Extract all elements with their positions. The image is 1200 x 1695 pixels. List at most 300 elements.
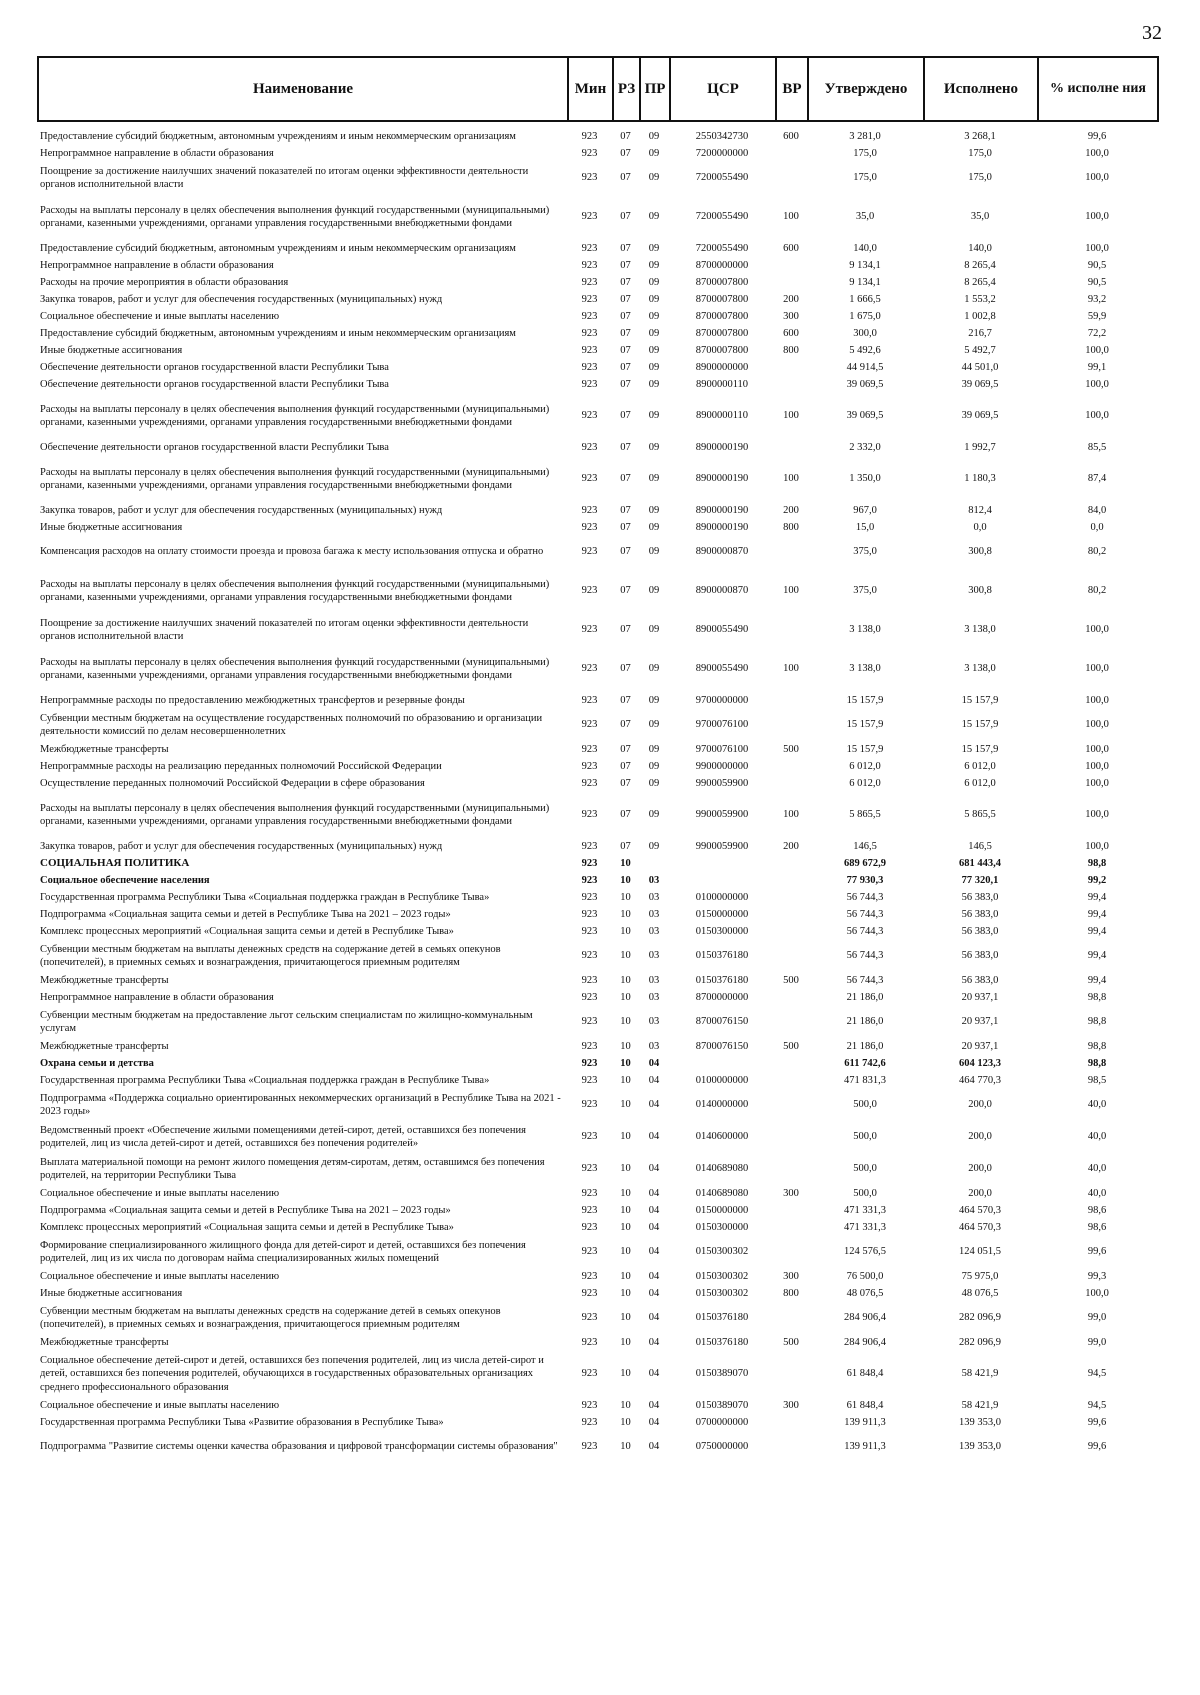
row-rz: 07 (620, 473, 631, 485)
row-csr: 0140600000 (695, 1131, 749, 1143)
row-percent: 99,4 (1087, 950, 1107, 962)
row-min: 923 (581, 259, 598, 271)
row-pr: 03 (648, 874, 660, 886)
row-executed: 15 157,9 (961, 694, 999, 706)
row-approved: 15 157,9 (846, 719, 884, 731)
row-vr: 500 (783, 1336, 799, 1348)
table-row (37, 274, 1157, 291)
row-rz: 07 (620, 242, 631, 254)
row-pr: 04 (648, 1057, 660, 1069)
row-name: Расходы на выплаты персоналу в целях обеспечения выполнения функций государственными (муниципальными) органами, казенными учреждениями, органами управления государственными внебюджетными фондами (40, 656, 550, 681)
row-pr: 09 (648, 504, 660, 516)
row-percent: 98,6 (1087, 1204, 1107, 1216)
row-vr: 100 (783, 809, 799, 821)
table-row (37, 1414, 1157, 1431)
row-rz: 07 (620, 624, 631, 636)
row-csr: 0140689080 (695, 1163, 749, 1175)
row-csr: 8700007800 (695, 327, 749, 339)
row-name: Субвенции местным бюджетам на выплаты денежных средств на содержание детей в семьях опекунов (попечителей), в приемных семьях и вознаграждения, причитающегося приемным родителям (40, 1305, 501, 1330)
row-csr: 9900059900 (695, 840, 749, 852)
row-vr (775, 1219, 807, 1236)
row-approved: 56 744,3 (846, 891, 884, 903)
row-percent: 98,8 (1087, 857, 1107, 869)
row-approved: 140,0 (853, 242, 877, 254)
row-csr: 8700076150 (695, 1016, 749, 1028)
row-vr: 800 (783, 521, 799, 533)
row-name: Субвенции местным бюджетам на осуществление государственных полномочий по образованию и организации деятельности комиссий по делам несовершеннолетних (40, 712, 543, 737)
row-approved: 76 500,0 (846, 1270, 884, 1282)
row-pr: 09 (648, 777, 660, 789)
row-min: 923 (581, 991, 598, 1003)
row-csr: 7200055490 (695, 172, 749, 184)
row-rz: 07 (620, 521, 631, 533)
header-row (38, 57, 1158, 121)
row-percent: 40,0 (1087, 1187, 1107, 1199)
table-row (37, 1285, 1157, 1302)
row-executed: 139 353,0 (959, 1416, 1001, 1428)
row-pr: 09 (648, 719, 660, 731)
row-name: Выплата материальной помощи на ремонт жилого помещения детям-сиротам, детям, оставшимся без попечения родителей, на территории Республики Тыва (40, 1156, 545, 1181)
row-name: Социальное обеспечение населения (40, 874, 210, 886)
row-min: 923 (581, 624, 598, 636)
table-row (37, 855, 1157, 872)
row-percent: 99,6 (1087, 130, 1107, 142)
row-approved: 611 742,6 (844, 1057, 886, 1069)
row-approved: 471 331,3 (844, 1221, 886, 1233)
table-row (37, 308, 1157, 325)
row-executed: 464 770,3 (959, 1074, 1001, 1086)
row-name: Предоставление субсидий бюджетным, автономным учреждениям и иным некоммерческим организациям (40, 130, 516, 142)
table-header (37, 56, 1159, 122)
row-csr: 8900000190 (695, 521, 749, 533)
row-approved: 44 914,5 (846, 361, 884, 373)
row-executed: 6 012,0 (964, 777, 996, 789)
row-name: Обеспечение деятельности органов государственной власти Республики Тыва (40, 378, 389, 390)
row-min: 923 (581, 521, 598, 533)
row-vr (775, 1202, 807, 1219)
row-pr: 03 (648, 925, 660, 937)
row-pr: 04 (648, 1187, 660, 1199)
table-row (37, 889, 1157, 906)
row-pr: 09 (648, 521, 660, 533)
row-pr: 09 (648, 327, 660, 339)
row-rz: 07 (620, 310, 631, 322)
row-name: Осуществление переданных полномочий Российской Федерации в сфере образования (40, 777, 425, 789)
row-executed: 175,0 (968, 172, 992, 184)
row-min: 923 (581, 293, 598, 305)
row-pr: 09 (648, 259, 660, 271)
row-executed: 1 002,8 (964, 310, 996, 322)
row-approved: 5 865,5 (849, 809, 881, 821)
row-approved: 9 134,1 (849, 259, 881, 271)
table-row (37, 1202, 1157, 1219)
row-name: Подпрограмма «Социальная защита семьи и детей в Республике Тыва на 2021 – 2023 годы» (40, 908, 451, 920)
row-name: Межбюджетные трансферты (40, 1040, 169, 1052)
row-name: Расходы на выплаты персоналу в целях обеспечения выполнения функций государственными (муниципальными) органами, казенными учреждениями, органами управления государственными внебюджетными фондами (40, 578, 550, 603)
row-percent: 100,0 (1085, 344, 1109, 356)
row-vr (775, 536, 807, 568)
table-row (37, 972, 1157, 989)
row-pr: 04 (648, 1399, 660, 1411)
row-approved: 35,0 (855, 211, 875, 223)
row-csr: 8700007800 (695, 276, 749, 288)
row-executed: 1 180,3 (964, 473, 996, 485)
row-approved: 500,0 (853, 1187, 877, 1199)
table-row (37, 439, 1157, 456)
row-name: Иные бюджетные ассигнования (40, 521, 183, 533)
row-csr: 9700076100 (695, 743, 749, 755)
row-min: 923 (581, 950, 598, 962)
row-executed: 282 096,9 (959, 1336, 1001, 1348)
row-vr: 100 (783, 473, 799, 485)
row-approved: 5 492,6 (849, 344, 881, 356)
row-approved: 471 331,3 (844, 1204, 886, 1216)
row-rz: 10 (620, 891, 631, 903)
header-rz: РЗ (613, 57, 640, 121)
row-csr: 9900059900 (695, 809, 749, 821)
row-approved: 3 138,0 (849, 663, 881, 675)
row-csr: 0150376180 (695, 950, 749, 962)
row-csr (669, 855, 775, 872)
row-rz: 10 (620, 1221, 631, 1233)
row-approved: 48 076,5 (846, 1287, 884, 1299)
row-name: Обеспечение деятельности органов государственной власти Республики Тыва (40, 361, 389, 373)
row-executed: 44 501,0 (961, 361, 999, 373)
row-rz: 10 (620, 1057, 631, 1069)
row-min: 923 (581, 1221, 598, 1233)
row-min: 923 (581, 242, 598, 254)
row-vr: 600 (783, 327, 799, 339)
row-executed: 604 123,3 (959, 1057, 1001, 1069)
row-percent: 100,0 (1085, 663, 1109, 675)
row-percent: 0,0 (1090, 521, 1104, 533)
row-name: Межбюджетные трансферты (40, 1336, 169, 1348)
row-vr (775, 989, 807, 1006)
row-csr: 0700000000 (695, 1416, 749, 1428)
row-name: Непрограммное направление в области образования (40, 259, 274, 271)
row-pr: 03 (648, 908, 660, 920)
row-executed: 200,0 (968, 1099, 992, 1111)
row-vr (775, 709, 807, 741)
row-executed: 3 138,0 (964, 624, 996, 636)
table-row (37, 359, 1157, 376)
row-approved: 175,0 (853, 147, 877, 159)
row-vr (775, 855, 807, 872)
row-executed: 175,0 (968, 147, 992, 159)
table-row (37, 741, 1157, 758)
row-min: 923 (581, 410, 598, 422)
row-approved: 61 848,4 (846, 1399, 884, 1411)
row-vr (775, 1236, 807, 1268)
row-name: Подпрограмма «Поддержка социально ориентированных некоммерческих организаций в Республике Тыва на 2021 - 2023 годы» (40, 1092, 561, 1117)
row-vr: 600 (783, 242, 799, 254)
row-rz: 07 (620, 378, 631, 390)
row-name: Расходы на выплаты персоналу в целях обеспечения выполнения функций государственными (муниципальными) органами, казенными учреждениями, органами управления государственными внебюджетными фондами (40, 802, 550, 827)
row-rz: 10 (620, 1246, 631, 1258)
row-percent: 100,0 (1085, 147, 1109, 159)
row-approved: 21 186,0 (846, 991, 884, 1003)
row-executed: 8 265,4 (964, 276, 996, 288)
row-rz: 07 (620, 147, 631, 159)
table-row (37, 775, 1157, 792)
row-min: 923 (581, 310, 598, 322)
row-name: Иные бюджетные ассигнования (40, 1287, 183, 1299)
row-percent: 80,2 (1087, 546, 1107, 558)
row-executed: 6 012,0 (964, 760, 996, 772)
row-percent: 98,8 (1087, 1057, 1107, 1069)
row-name: Социальное обеспечение детей-сирот и детей, оставшихся без попечения родителей, лиц из числа детей-сирот и детей, оставшихся без попечения родителей, обучающихся в государственных образовательных организациях среднего профессионального образования (40, 1354, 544, 1393)
row-rz: 10 (620, 1312, 631, 1324)
row-name: Ведомственный проект «Обеспечение жилыми помещениями детей-сирот, детей, оставшихся без попечения родителей, лиц из числа детей-сирот и детей, оставшихся без попечения родителей» (40, 1124, 526, 1149)
row-approved: 1 350,0 (849, 473, 881, 485)
row-percent: 99,0 (1087, 1312, 1107, 1324)
table-row (37, 940, 1157, 972)
row-rz: 07 (620, 694, 631, 706)
row-min: 923 (581, 840, 598, 852)
row-min: 923 (581, 327, 598, 339)
row-pr: 04 (648, 1270, 660, 1282)
row-name: Обеспечение деятельности органов государственной власти Республики Тыва (40, 441, 389, 453)
row-min: 923 (581, 908, 598, 920)
table-row (37, 838, 1157, 855)
row-approved: 139 911,3 (844, 1441, 886, 1453)
row-approved: 284 906,4 (844, 1312, 886, 1324)
row-name: Социальное обеспечение и иные выплаты населению (40, 1270, 280, 1282)
row-approved: 15,0 (855, 521, 875, 533)
row-name: Непрограммные расходы на реализацию переданных полномочий Российской Федерации (40, 760, 442, 772)
row-csr: 8900055490 (695, 663, 749, 675)
row-vr: 600 (783, 130, 799, 142)
row-executed: 200,0 (968, 1131, 992, 1143)
row-vr (775, 923, 807, 940)
row-csr: 9700076100 (695, 719, 749, 731)
row-percent: 99,2 (1087, 874, 1107, 886)
row-vr (775, 274, 807, 291)
row-name: Расходы на выплаты персоналу в целях обеспечения выполнения функций государственными (муниципальными) органами, казенными учреждениями, органами управления государственными внебюджетными фондами (40, 204, 550, 229)
row-pr: 09 (648, 809, 660, 821)
row-approved: 77 930,3 (846, 874, 884, 886)
table-row (37, 1334, 1157, 1351)
row-percent: 100,0 (1085, 694, 1109, 706)
row-approved: 1 675,0 (849, 310, 881, 322)
row-pr: 04 (648, 1221, 660, 1233)
row-vr (775, 1414, 807, 1431)
row-name: Непрограммные расходы по предоставлению межбюджетных трансфертов и резервные фонды (40, 694, 465, 706)
row-executed: 3 138,0 (964, 663, 996, 675)
table-row (37, 1302, 1157, 1334)
row-approved: 61 848,4 (846, 1368, 884, 1380)
row-vr: 500 (783, 1040, 799, 1052)
row-name: Комплекс процессных мероприятий «Социальная защита семьи и детей в Республике Тыва» (40, 1221, 454, 1233)
row-pr: 09 (648, 172, 660, 184)
row-vr: 300 (783, 1270, 799, 1282)
row-approved: 2 332,0 (849, 441, 881, 453)
row-min: 923 (581, 1074, 598, 1086)
row-min: 923 (581, 211, 598, 223)
row-percent: 100,0 (1085, 1287, 1109, 1299)
row-approved: 39 069,5 (846, 410, 884, 422)
row-name: Предоставление субсидий бюджетным, автономным учреждениям и иным некоммерческим организациям (40, 242, 516, 254)
row-min: 923 (581, 1336, 598, 1348)
row-name: Закупка товаров, работ и услуг для обеспечения государственных (муниципальных) нужд (40, 840, 443, 852)
row-vr: 200 (783, 504, 799, 516)
table-row (37, 646, 1157, 692)
row-executed: 216,7 (968, 327, 992, 339)
row-csr: 9900059900 (695, 777, 749, 789)
row-csr: 0150389070 (695, 1399, 749, 1411)
row-csr (669, 872, 775, 889)
row-executed: 77 320,1 (961, 874, 999, 886)
table-row (37, 792, 1157, 838)
row-executed: 75 975,0 (961, 1270, 999, 1282)
row-rz: 07 (620, 585, 631, 597)
row-name: Социальное обеспечение и иные выплаты населению (40, 1187, 280, 1199)
row-vr (775, 775, 807, 792)
row-vr (775, 162, 807, 194)
row-executed: 5 865,5 (964, 809, 996, 821)
row-min: 923 (581, 1131, 598, 1143)
row-vr: 100 (783, 585, 799, 597)
row-pr: 09 (648, 130, 660, 142)
row-vr (775, 940, 807, 972)
row-rz: 10 (620, 1187, 631, 1199)
row-csr: 0100000000 (695, 1074, 749, 1086)
table-row (37, 393, 1157, 439)
row-name: Иные бюджетные ассигнования (40, 344, 183, 356)
row-approved: 689 672,9 (844, 857, 886, 869)
table-row (37, 758, 1157, 775)
row-executed: 8 265,4 (964, 259, 996, 271)
row-min: 923 (581, 1368, 598, 1380)
row-min: 923 (581, 1287, 598, 1299)
table-row (37, 1351, 1157, 1397)
row-name: Государственная программа Республики Тыва «Развитие образования в Республике Тыва» (40, 1416, 444, 1428)
row-vr (775, 758, 807, 775)
row-percent: 99,1 (1087, 361, 1107, 373)
row-min: 923 (581, 874, 598, 886)
table-row (37, 1185, 1157, 1202)
row-csr: 0150000000 (695, 908, 749, 920)
table-row (37, 325, 1157, 342)
row-pr: 09 (648, 211, 660, 223)
row-name: Социальное обеспечение и иные выплаты населению (40, 310, 280, 322)
row-pr: 03 (648, 991, 660, 1003)
row-min: 923 (581, 344, 598, 356)
row-rz: 10 (620, 1287, 631, 1299)
row-approved: 6 012,0 (849, 777, 881, 789)
row-pr: 09 (648, 378, 660, 390)
row-csr: 0150300302 (695, 1246, 749, 1258)
row-executed: 35,0 (970, 211, 990, 223)
row-percent: 99,6 (1087, 1416, 1107, 1428)
row-min: 923 (581, 760, 598, 772)
row-vr: 500 (783, 743, 799, 755)
row-pr: 09 (648, 276, 660, 288)
data-table (37, 128, 1157, 1463)
row-executed: 20 937,1 (961, 1016, 999, 1028)
row-executed: 464 570,3 (959, 1221, 1001, 1233)
page-number: 32 (1142, 22, 1162, 44)
row-min: 923 (581, 1099, 598, 1111)
row-percent: 99,6 (1087, 1441, 1107, 1453)
row-min: 923 (581, 1246, 598, 1258)
table-row (37, 376, 1157, 393)
row-vr: 300 (783, 1399, 799, 1411)
row-pr: 09 (648, 344, 660, 356)
row-rz: 07 (620, 344, 631, 356)
row-approved: 471 831,3 (844, 1074, 886, 1086)
row-executed: 39 069,5 (961, 378, 999, 390)
row-vr: 100 (783, 663, 799, 675)
row-rz: 10 (620, 874, 631, 886)
table-row (37, 502, 1157, 519)
row-vr (775, 257, 807, 274)
row-percent: 100,0 (1085, 760, 1109, 772)
row-rz: 10 (620, 1368, 631, 1380)
row-pr: 09 (648, 310, 660, 322)
row-pr (639, 855, 669, 872)
row-percent: 40,0 (1087, 1099, 1107, 1111)
row-csr: 8700007800 (695, 344, 749, 356)
row-csr: 7200055490 (695, 211, 749, 223)
row-pr: 09 (648, 410, 660, 422)
row-vr (775, 376, 807, 393)
row-pr: 04 (648, 1441, 660, 1453)
row-csr: 0150376180 (695, 1312, 749, 1324)
row-executed: 140,0 (968, 242, 992, 254)
row-rz: 10 (620, 1399, 631, 1411)
row-percent: 84,0 (1087, 504, 1107, 516)
row-pr: 03 (648, 1040, 660, 1052)
row-min: 923 (581, 130, 598, 142)
row-executed: 3 268,1 (964, 130, 996, 142)
row-pr: 04 (648, 1287, 660, 1299)
row-vr (775, 1431, 807, 1463)
table-row (37, 1219, 1157, 1236)
row-vr: 100 (783, 410, 799, 422)
row-csr: 8900000190 (695, 473, 749, 485)
row-name: Расходы на прочие мероприятия в области образования (40, 276, 289, 288)
table-row (37, 128, 1157, 145)
row-name: Социальное обеспечение и иные выплаты населению (40, 1399, 280, 1411)
row-pr: 04 (648, 1368, 660, 1380)
row-rz: 07 (620, 276, 631, 288)
table-row (37, 923, 1157, 940)
table-row (37, 1236, 1157, 1268)
row-approved: 1 666,5 (849, 293, 881, 305)
row-vr: 100 (783, 211, 799, 223)
row-csr (669, 1055, 775, 1072)
row-executed: 0,0 (973, 521, 987, 533)
table-row (37, 1038, 1157, 1055)
row-min: 923 (581, 663, 598, 675)
row-csr: 0140000000 (695, 1099, 749, 1111)
header-pr: ПР (640, 57, 670, 121)
row-name: Компенсация расходов на оплату стоимости проезда и провоза багажа к месту использования отпуска и обратно (40, 546, 544, 558)
row-approved: 175,0 (853, 172, 877, 184)
row-rz: 07 (620, 130, 631, 142)
row-vr (775, 1351, 807, 1397)
row-pr: 04 (648, 1099, 660, 1111)
row-pr: 04 (648, 1163, 660, 1175)
row-approved: 500,0 (853, 1163, 877, 1175)
row-vr (775, 1055, 807, 1072)
table-row (37, 1006, 1157, 1038)
row-pr: 09 (648, 546, 660, 558)
row-min: 923 (581, 1187, 598, 1199)
row-rz: 10 (620, 925, 631, 937)
row-percent: 93,2 (1087, 293, 1107, 305)
